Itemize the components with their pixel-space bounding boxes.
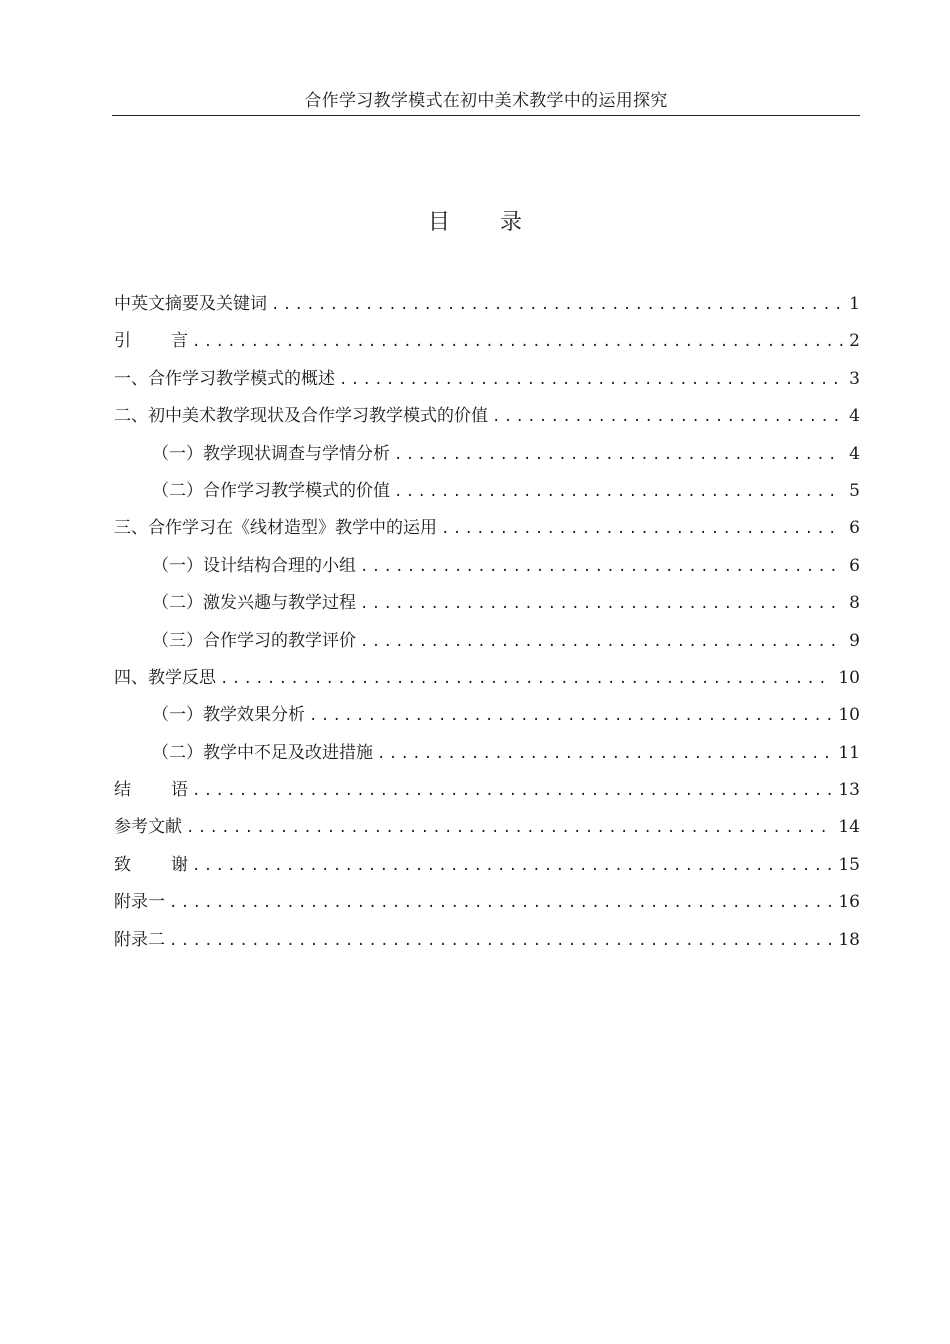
toc-entry-page: 3: [849, 368, 860, 389]
toc-entry-appendix-1[interactable]: [114, 884, 860, 921]
toc-entry-page: 16: [838, 892, 860, 913]
toc-entry-page: 9: [849, 630, 860, 651]
toc-dot-leader: [169, 923, 832, 960]
toc-entry-page: 5: [849, 480, 860, 501]
toc-dot-leader: [220, 661, 832, 698]
toc-entry-page: 15: [838, 854, 860, 875]
toc-entry-page: 10: [838, 705, 860, 726]
toc-entry-label: 三、合作学习在《线材造型》教学中的运用: [114, 518, 437, 539]
toc-entry-label: （一）设计结构合理的小组: [152, 555, 356, 576]
toc-entry-abstract[interactable]: [114, 286, 860, 323]
toc-entry-label: 附录二: [114, 929, 165, 950]
toc-dot-leader: [309, 698, 832, 735]
toc-title-left: 目: [427, 210, 450, 235]
toc-dot-leader: [186, 810, 832, 847]
toc-entry-section-3-3[interactable]: [114, 623, 860, 660]
toc-entry-section-3-2[interactable]: [114, 585, 860, 622]
toc-dot-leader: [192, 773, 832, 810]
toc-entry-label-part: 言: [171, 331, 188, 352]
toc-entry-label: [114, 772, 188, 809]
toc-entry-chapter-2[interactable]: [114, 398, 860, 435]
toc-entry-label: 附录一: [114, 892, 165, 913]
toc-entry-acknowledgements[interactable]: [114, 847, 860, 884]
toc-dot-leader: [441, 511, 843, 548]
toc-entry-label-part: 谢: [171, 854, 188, 875]
toc-entry-section-2-2[interactable]: [114, 473, 860, 510]
toc-entry-page: 4: [849, 406, 860, 427]
toc-entry-section-4-2[interactable]: [114, 735, 860, 772]
toc-entry-label-part: 致: [114, 854, 131, 875]
toc-entry-label: （二）激发兴趣与教学过程: [152, 593, 356, 614]
toc-entry-label: 二、初中美术教学现状及合作学习教学模式的价值: [114, 406, 488, 427]
toc-entry-page: 8: [849, 593, 860, 614]
toc-entry-chapter-1[interactable]: [114, 361, 860, 398]
toc-dot-leader: [192, 848, 832, 885]
toc-entry-label: 中英文摘要及关键词: [114, 294, 267, 314]
toc-entry-conclusion[interactable]: [114, 772, 860, 809]
running-header: [112, 88, 860, 116]
toc-entry-page: 14: [838, 817, 860, 838]
toc-entry-page: 4: [849, 443, 860, 464]
toc-dot-leader: [360, 586, 843, 623]
toc-entry-introduction[interactable]: [114, 323, 860, 360]
toc-dot-leader: [492, 399, 843, 436]
toc-entry-section-3-1[interactable]: [114, 548, 860, 585]
toc-entry-page: 10: [838, 667, 860, 688]
toc-entry-page: 6: [849, 555, 860, 576]
toc-dot-leader: [394, 437, 843, 474]
toc-dot-leader: [192, 324, 843, 361]
toc-entry-page: 11: [838, 742, 860, 763]
toc-entry-label: （二）合作学习教学模式的价值: [152, 480, 390, 501]
toc-entry-section-2-1[interactable]: [114, 436, 860, 473]
toc-entry-label: 一、合作学习教学模式的概述: [114, 368, 335, 389]
toc-entry-label: （一）教学效果分析: [152, 705, 305, 726]
toc-dot-leader: [394, 474, 843, 511]
toc-dot-leader: [271, 287, 843, 324]
running-header-title: 合作学习教学模式在初中美术教学中的运用探究: [304, 91, 668, 111]
toc-entry-label: 四、教学反思: [114, 667, 216, 688]
toc-entry-references[interactable]: [114, 809, 860, 846]
toc-title: [0, 208, 950, 238]
toc-entry-appendix-2[interactable]: [114, 922, 860, 959]
toc-entry-chapter-4[interactable]: [114, 660, 860, 697]
toc-dot-leader: [339, 362, 843, 399]
toc-dot-leader: [169, 885, 832, 922]
toc-title-right: 录: [500, 210, 523, 235]
toc-entry-chapter-3[interactable]: [114, 510, 860, 547]
toc-entry-label-part: 结: [114, 780, 131, 801]
table-of-contents: [114, 286, 860, 959]
toc-entry-label: [114, 323, 188, 360]
toc-entry-page: 18: [838, 929, 860, 950]
toc-entry-page: 6: [849, 518, 860, 539]
toc-entry-label: （二）教学中不足及改进措施: [152, 742, 373, 763]
toc-entry-label: 参考文献: [114, 817, 182, 838]
toc-entry-label: [114, 847, 188, 884]
toc-dot-leader: [377, 736, 832, 773]
toc-entry-page: 1: [849, 294, 860, 314]
toc-entry-label: （一）教学现状调查与学情分析: [152, 443, 390, 464]
toc-entry-page: 13: [838, 780, 860, 801]
toc-entry-label-part: 引: [114, 331, 131, 352]
toc-dot-leader: [360, 624, 843, 661]
toc-dot-leader: [360, 549, 843, 586]
toc-entry-section-4-1[interactable]: [114, 697, 860, 734]
toc-entry-page: 2: [849, 331, 860, 352]
toc-entry-label-part: 语: [171, 780, 188, 801]
toc-entry-label: （三）合作学习的教学评价: [152, 630, 356, 651]
